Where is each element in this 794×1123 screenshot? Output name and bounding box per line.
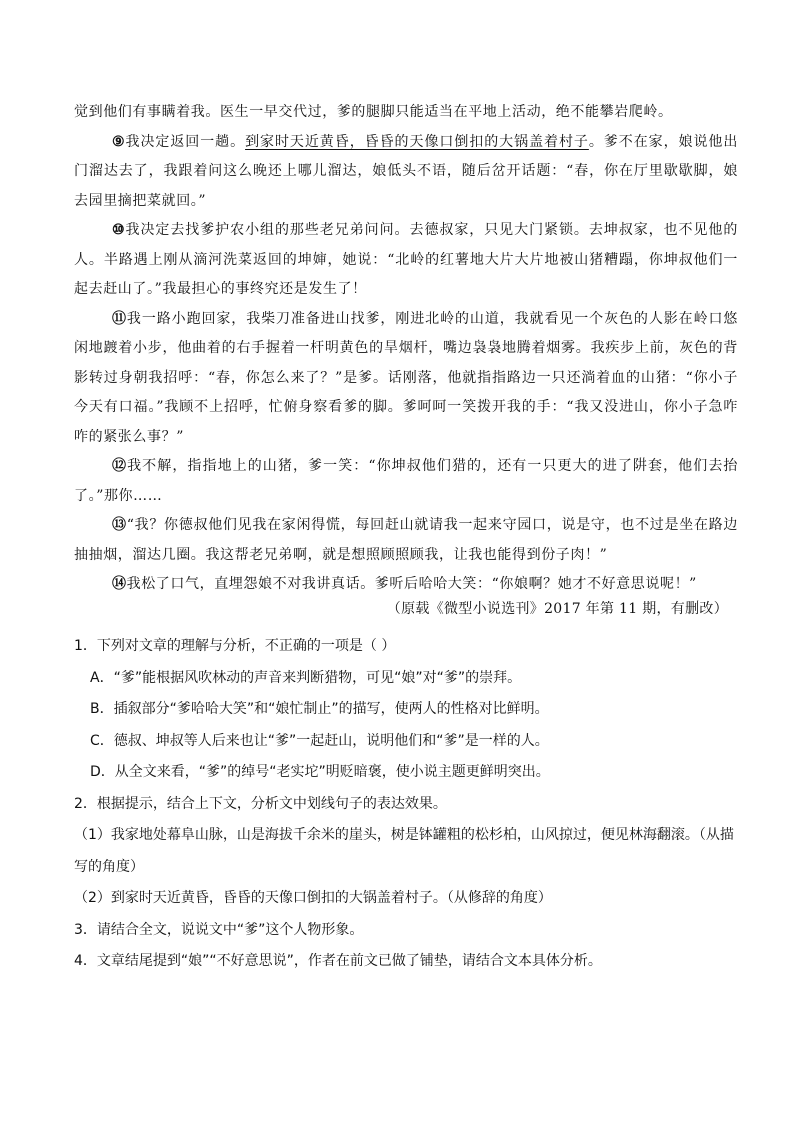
paragraph-number: ⑪ (112, 310, 127, 327)
paragraph-number: ⑬ (112, 517, 127, 533)
option-a: A．“爹”能根据风吹林动的声音来判断猎物，可见“娘”对“爹”的崇拜。 (90, 669, 522, 686)
paragraph-number: ⑭ (112, 576, 127, 592)
paragraph-number: ⑩ (112, 222, 126, 238)
question-3: 3．请结合全文，说说文中“爹”这个人物形象。 (74, 921, 364, 938)
paragraph-continuation: 觉到他们有事瞒着我。医生一早交代过，爹的腿脚只能适当在平地上活动，绝不能攀岩爬岭。 (74, 104, 673, 120)
question-1: 1．下列对文章的理解与分析，不正确的一项是（ ） (74, 638, 396, 654)
option-b: B．插叙部分“爹哈哈大笑”和“娘忙制止”的描写，使两人的性格对比鲜明。 (90, 701, 549, 717)
paragraph-11: ⑪我一路小跑回家，我柴刀准备进山找爹，刚进北岭的山道，我就看见一个灰色的人影在岭口悠闲地踱着小步，他曲着的右手握着一杆明黄色的旱烟杆，嘴边袅袅地腾着烟雾。我疾步上前，灰色的背影转过身朝我招呼：“春，你怎么来了？”是爹。话刚落，他就指指路边一只还淌着血的山猪：“你小子今天有口福。”我顾不上招呼，忙俯身察看爹的脚。爹呵呵一笑拨开我的手：“我又没进山，你小子急咋咋的紧张么事？” (74, 310, 738, 445)
questions-section (74, 631, 734, 978)
option-d: D．从全文来看，“爹”的绰号“老实坨”明贬暗褒，使小说主题更鲜明突出。 (90, 764, 550, 780)
question-2: 2．根据提示，结合上下文，分析文中划线句子的表达效果。 (74, 795, 447, 812)
question-2-part-2: （2）到家时天近黄昏，昏昏的天像口倒扣的大锅盖着村子。（从修辞的角度） (74, 890, 552, 906)
paragraph-number: ⑫ (112, 458, 128, 474)
story-text (74, 98, 738, 600)
paragraph-12: ⑫我不解，指指地上的山猪，爹一笑：“你坤叔他们猎的，还有一只更大的进了阱套，他们去抬了。”那你…… (74, 458, 738, 504)
underlined-sentence: 到家时天近黄昏，昏昏的天像口倒扣的大锅盖着村子 (245, 133, 589, 150)
question-2-part-1: （1）我家地处幕阜山脉，山是海拔千余米的崖头，树是钵罐粗的松杉柏，山风掠过，便见林海翻滚。（从描写的角度） (74, 827, 734, 875)
paragraph-10: ⑩我决定去找爹护农小组的那些老兄弟问问。去德叔家，只见大门紧锁。去坤叔家，也不见他的人。半路遇上刚从滴河洗菜返回的坤婶，她说：“北岭的红薯地大片大片地被山猪糟蹋，你坤叔他们一起去赶山了。”我最担心的事终究还是发生了！ (74, 222, 738, 297)
question-4: 4．文章结尾提到“娘”“不好意思说”，作者在前文已做了铺垫，请结合文本具体分析。 (74, 953, 602, 969)
option-c: C．德叔、坤叔等人后来也让“爹”一起赶山，说明他们和“爹”是一样的人。 (90, 732, 549, 749)
paragraph-9: ⑨我决定返回一趟。到家时天近黄昏，昏昏的天像口倒扣的大锅盖着村子。爹不在家，娘说他出门溜达去了，我跟着问这么晚还上哪儿溜达，娘低头不语，随后岔开话题：“春，你在厅里歇歇脚，娘去园里摘把菜就回。” (74, 133, 738, 209)
source-citation: （原载《微型小说选刊》2017 年第 11 期，有删改） (386, 601, 728, 617)
paragraph-14: ⑭我松了口气，直埋怨娘不对我讲真话。爹听后哈哈大笑：“你娘啊？她才不好意思说呢！” (112, 576, 697, 592)
paragraph-13: ⑬“我？你德叔他们见我在家闲得慌，每回赶山就请我一起来守园口，说是守，也不过是坐在路边抽抽烟，溜达几圈。我这帮老兄弟啊，就是想照顾照顾我，让我也能得到份子肉！” (74, 517, 739, 563)
paragraph-number: ⑨ (112, 133, 126, 150)
